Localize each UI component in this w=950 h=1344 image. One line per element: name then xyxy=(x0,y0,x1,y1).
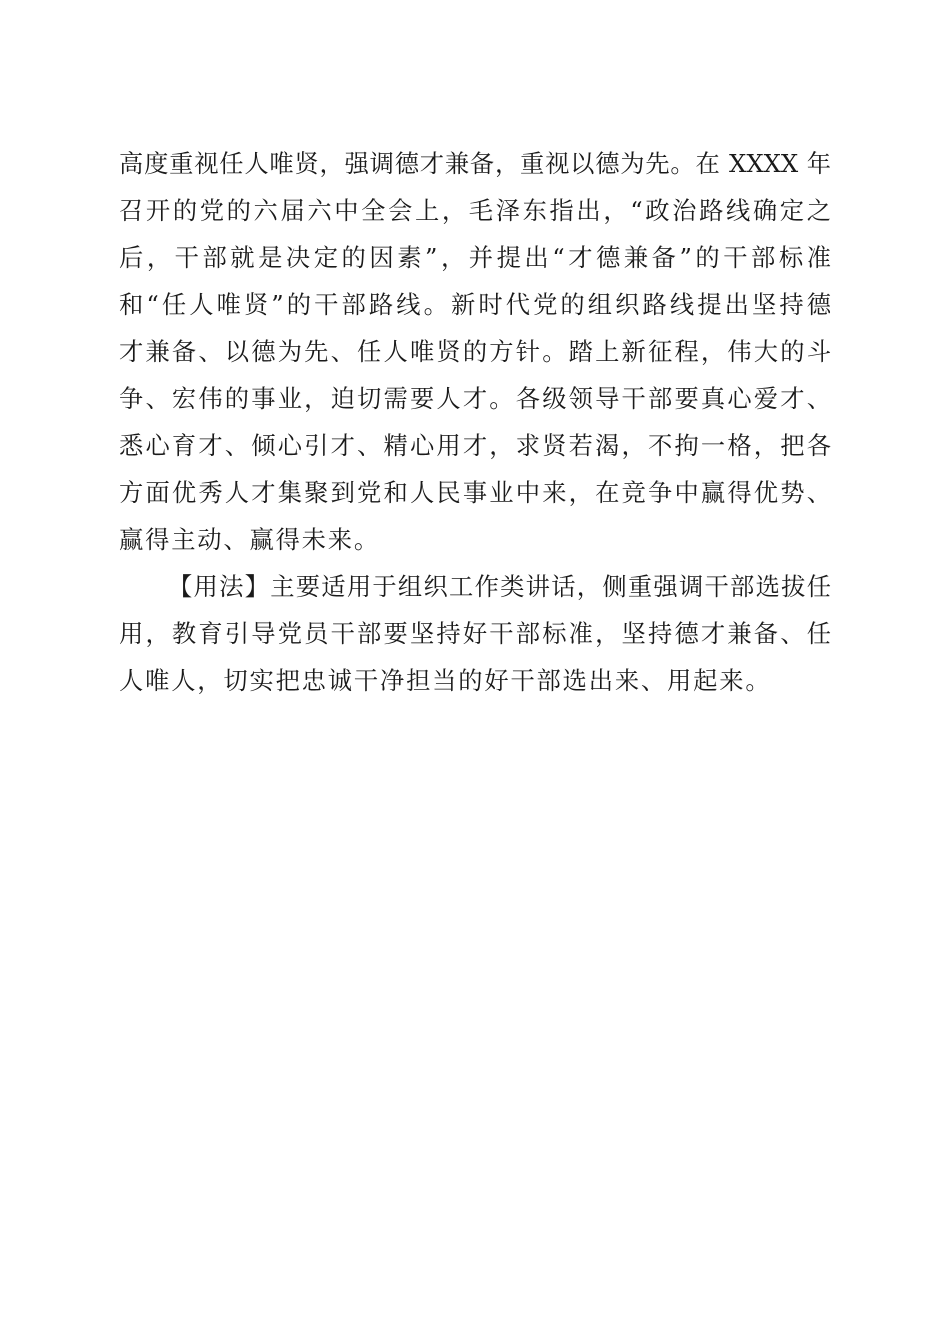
paragraph-main xyxy=(119,140,831,563)
text-line: 和“任人唯贤”的干部路线。新时代党的组织路线提出坚持德 xyxy=(119,290,831,319)
text-line: 赢得主动、赢得未来。 xyxy=(119,525,380,554)
text-line: 后，干部就是决定的因素”，并提出“才德兼备”的干部标准 xyxy=(119,243,831,272)
text-line: 【用法】主要适用于组织工作类讲话，侧重强调干部选拔任 xyxy=(168,572,831,601)
text-line: 悉心育才、倾心引才、精心用才，求贤若渴，不拘一格，把各 xyxy=(119,431,831,460)
text-line: 方面优秀人才集聚到党和人民事业中来，在竞争中赢得优势、 xyxy=(119,478,831,507)
text-line: 人唯人，切实把忠诚干净担当的好干部选出来、用起来。 xyxy=(119,666,772,695)
document-body xyxy=(119,140,831,704)
text-line: 争、宏伟的事业，迫切需要人才。各级领导干部要真心爱才、 xyxy=(119,384,831,413)
text-line: 才兼备、以德为先、任人唯贤的方针。踏上新征程，伟大的斗 xyxy=(119,337,831,366)
text-line: 召开的党的六届六中全会上，毛泽东指出，“政治路线确定之 xyxy=(119,196,831,225)
paragraph-usage xyxy=(119,563,831,704)
text-line: 高度重视任人唯贤，强调德才兼备，重视以德为先。在 XXXX 年 xyxy=(119,149,831,178)
text-line: 用，教育引导党员干部要坚持好干部标准，坚持德才兼备、任 xyxy=(119,619,831,648)
